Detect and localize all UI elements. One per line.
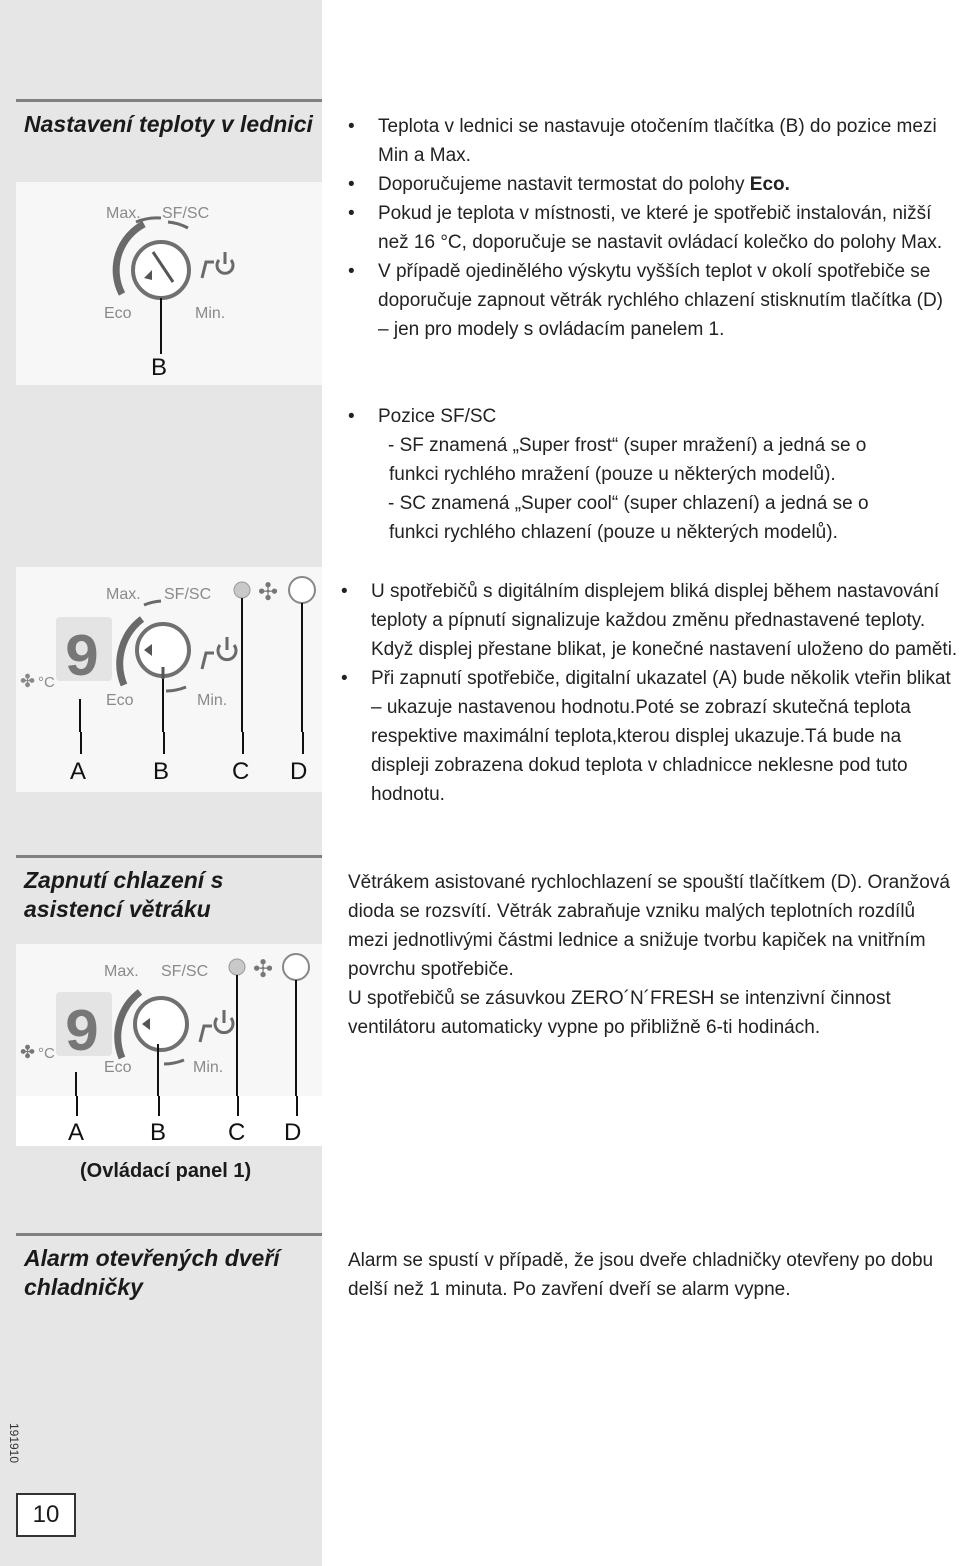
label-min: Min. [193, 1059, 224, 1076]
label-min: Min. [195, 305, 226, 322]
bullet-item: • U spotřebičů s digitálním displejem bliká displej během nastavování teploty a pípnutí signalizuje každou změnu přednastavené teploty. Když displej přestane blikat, je konečné nastavení uloženo do paměti. [341, 577, 958, 664]
power-tick-icon [202, 653, 214, 669]
unit-celsius: °C [38, 674, 55, 691]
label-a: A [68, 1119, 85, 1146]
paragraph: U spotřebičů se zásuvkou ZERO´N´FRESH se intenzivní činnost ventilátoru automaticky vypne po přibližně 6-ti hodinách. [348, 988, 891, 1038]
bullet-item-eco: • Doporučujeme nastavit termostat do polohy Eco. [348, 170, 948, 199]
section-title-door-alarm: Alarm otevřených dveří chladničky [24, 1245, 280, 1300]
label-max: Max. [106, 586, 141, 603]
label-sfsc: SF/SC [162, 205, 210, 222]
temperature-instructions [348, 112, 948, 344]
label-d: D [284, 1119, 302, 1146]
fan-icon: ✣ [258, 579, 279, 606]
door-alarm-description: Alarm se spustí v případě, že jsou dveře chladničky otevřeny po dobu delší než 1 minuta. Po zavření dveří se alarm vypne. [348, 1250, 934, 1300]
section-title-fan-cooling: Zapnutí chlazení s asistencí větráku [24, 867, 224, 922]
bullet-item: • Teplota v lednici se nastavuje otočením tlačítka (B) do pozice mezi Min a Max. [348, 112, 948, 170]
label-sfsc: SF/SC [164, 586, 212, 603]
fan-button[interactable] [289, 577, 315, 603]
sfsc-explanation [348, 402, 948, 547]
section-divider [16, 99, 322, 102]
display-digit: 9 [64, 1001, 101, 1069]
label-a: A [70, 758, 87, 785]
thermostat-knob[interactable] [133, 242, 189, 298]
label-b: B [153, 758, 170, 785]
page-number: 10 [16, 1493, 76, 1537]
unit-celsius: °C [38, 1045, 55, 1062]
indicator-led [229, 959, 245, 975]
label-max: Max. [104, 963, 139, 980]
control-panel-1 [16, 944, 322, 1096]
label-c: C [228, 1119, 246, 1146]
bullet-item: • Pokud je teplota v místnosti, ve které je spotřebič instalován, nižší než 16 °C, doporučuje se nastavit ovládací kolečko do polohy Max. [348, 199, 948, 257]
label-d: D [290, 758, 308, 785]
fan-button[interactable] [283, 954, 309, 980]
thermostat-dial-illustration [16, 182, 322, 337]
fan-cooling-description [348, 868, 958, 1042]
label-eco: Eco [106, 692, 134, 709]
fan-icon: ✣ [253, 956, 274, 983]
document-code: 191910 [7, 1422, 22, 1464]
section-title-temperature: Nastavení teploty v lednici [24, 111, 313, 137]
section-divider [16, 1233, 322, 1236]
label-b: B [150, 1119, 167, 1146]
section-divider [16, 855, 322, 858]
label-band [16, 1096, 322, 1146]
indicator-led [234, 582, 250, 598]
label-max: Max. [106, 205, 141, 222]
control-panel-thermostat [16, 182, 322, 337]
bullet-item-sfsc: • Pozice SF/SC - SF znamená „Super frost“ (super mražení) a jedná se o funkci rychlého mražení (pouze u některých modelů). - SC znamená „Super cool“ (super chlazení) a jedná se o funkci rychlého chlazení (pouze u některých modelů). [348, 402, 948, 547]
bullet-item: • Při zapnutí spotřebiče, digitalní ukazatel (A) bude několik vteřin blikat – ukazuje nastavenou hodnotu.Poté se zobrazí skutečná teplota respektive maximální teplota,kterou displej ukazuje.Tá bude na displeji zobrazena dokud teplota v chladnicce neklesne pod tuto hodnotu. [341, 664, 958, 809]
power-tick-icon [200, 1026, 212, 1042]
paragraph: Větrákem asistované rychlochlazení se spouští tlačítkem (D). Oranžová dioda se rozsvítí. Větrák zabraňuje vzniku malých teplotních rozdílů mezi jednotlivými částmi lednice a snižuje tvorbu kapiček na vnitřním povrchu spotřebiče. [348, 872, 950, 980]
pointer-line-b [160, 298, 162, 354]
panel-caption: (Ovládací panel 1) [80, 1160, 252, 1182]
label-sfsc: SF/SC [161, 963, 209, 980]
fan-cross-icon: ✤ [20, 1042, 36, 1062]
dial-arc-top-right [168, 222, 188, 228]
label-band [16, 337, 322, 385]
label-b: B [151, 354, 168, 381]
control-panel-digital [16, 567, 322, 732]
display-digit: 9 [64, 626, 101, 694]
label-min: Min. [197, 692, 228, 709]
label-c: C [232, 758, 250, 785]
label-eco: Eco [104, 305, 132, 322]
digital-display-notes [348, 577, 958, 809]
label-eco: Eco [104, 1059, 132, 1076]
power-tick-icon [202, 262, 214, 278]
bullet-item: • V případě ojedinělého výskytu vyšších teplot v okolí spotřebiče se doporučuje zapnout větrák rychlého chlazení stisknutím tlačítka (D) – jen pro modely s ovládacím panelem 1. [348, 257, 948, 344]
fan-cross-icon: ✤ [20, 671, 36, 691]
